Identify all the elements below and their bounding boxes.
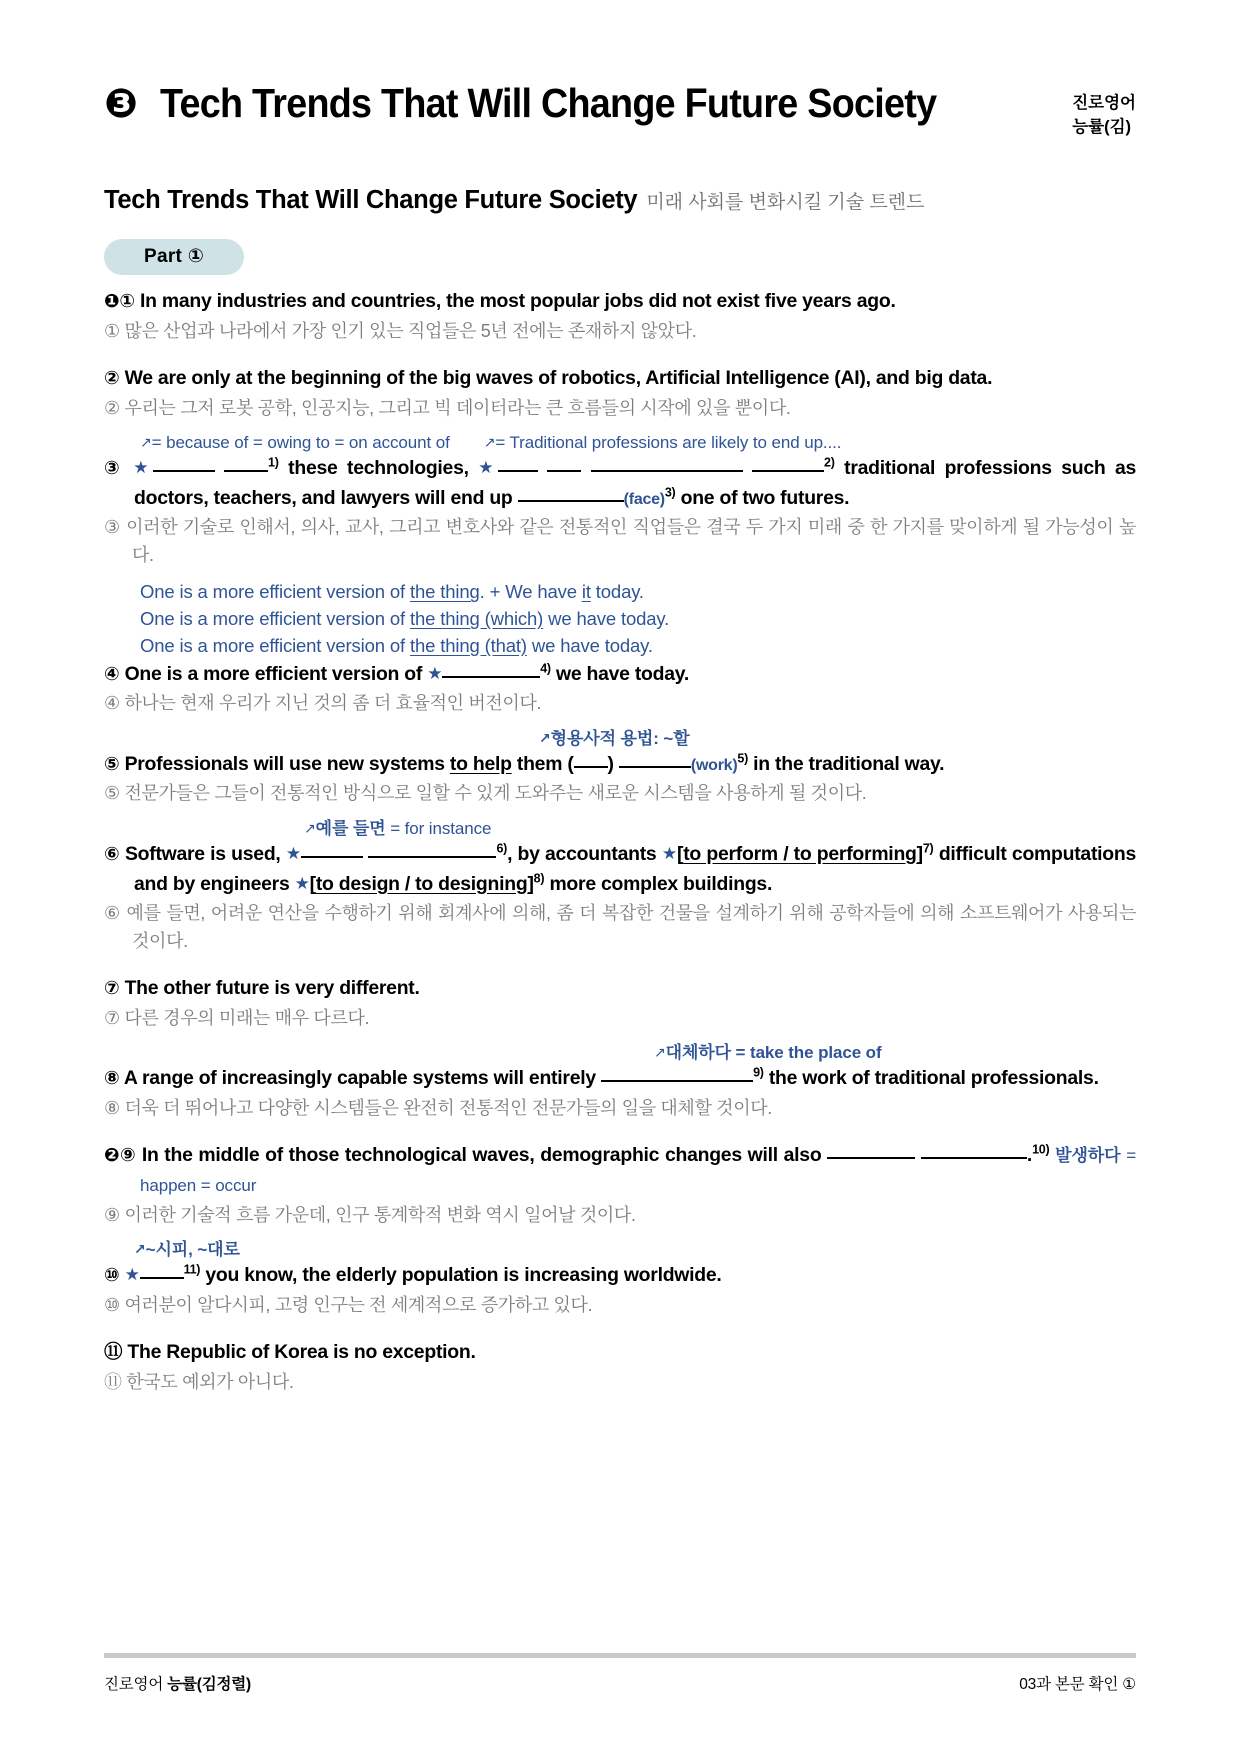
sentence-6: ⑥ Software is used, ★ $^{6)}$, by accountants ★[to perform / to performing]$^{7)}$ difficult computations and by engineers ★[to design / to designing]$^{8)}$ more complex buildings. [104,841,1137,895]
sentence-5-part-c: ) [607,752,614,775]
sentence-5-underlined: to help [449,752,512,775]
footer-publisher: 능률(김정렬) [167,1676,251,1693]
sentence-6-annotation-english: = for instance [390,818,492,838]
sentence-10-annotation-text: ~시피, ~대로 [145,1239,240,1259]
star-icon: ★ [661,843,677,863]
footer-row [104,1672,1136,1694]
sentence-1-text: In many industries and countries, the most popular jobs did not exist five years ago. [139,289,896,312]
sentence-5-annotation [104,728,1136,750]
sentence-1 [104,287,1136,317]
arrow-icon: ↗ [304,820,316,837]
blank-field[interactable] [153,470,215,472]
blank-field[interactable] [368,856,496,858]
footnote-ref: 11) [183,1262,201,1277]
page-title: Tech Trends That Will Change Future Society [159,80,937,126]
example-3-underline-1: the thing (that) [409,634,527,656]
sentence-4-marker: ④ [104,662,120,684]
sentence-2 [104,364,1136,394]
sentence-10-marker: ⑩ [104,1263,120,1285]
example-1-underline-2: it [581,581,591,603]
sentence-6-part-a: Software is used, [124,842,281,865]
blank-field[interactable] [224,470,268,472]
sentence-8-marker: ⑧ [104,1067,120,1089]
sentence-3-part-d: one of two futures. [680,486,850,509]
blank-field[interactable] [752,470,824,472]
arrow-icon: ↗ [134,1241,146,1258]
choice-option-perform[interactable]: to perform / to performing [683,842,917,865]
sentence-9-part-a: In the middle of those technological waves, demographic changes will also [141,1144,822,1167]
grammar-example-1 [104,579,1136,606]
sentence-1-translation: ① 많은 산업과 나라에서 가장 인기 있는 직업들은 5년 전에는 존재하지 않았다. [104,320,697,341]
sentence-8 [104,1064,1136,1094]
star-icon: ★ [124,1264,140,1284]
sentence-11 [104,1338,1136,1368]
footer-left [104,1672,251,1694]
sentence-3-part-a: these technologies, [288,457,469,480]
lesson-number-badge: ❸ [104,82,138,126]
footer-course: 진로영어 [104,1676,164,1693]
sentence-9-marker: ❷⑨ [104,1144,137,1166]
sentence-5-part-a: Professionals will use new systems [124,752,450,775]
annotation-because-of-text: = because of = owing to = on account of [151,432,450,452]
sentence-6-annotation [104,818,1136,840]
footnote-ref: 4) [540,661,551,676]
annotation-end-up-text: = Traditional professions are likely to end up.... [495,432,842,452]
sentence-10 [104,1261,1136,1291]
sentence-3-part-b: traditional professions [844,457,1052,480]
sentence-8-annotation [104,1042,1136,1064]
sentence-10-annotation [104,1239,1136,1261]
sentence-9-annotation-english: = happen = occur [140,1146,1137,1195]
arrow-icon: ↗ [654,1044,666,1061]
header-course-info [1072,82,1136,140]
hint-work: (work) [690,756,738,774]
star-icon: ★ [427,663,443,683]
sentence-3-marker: ③ [104,457,124,479]
example-1-pre: One is a more efficient version of [140,581,410,603]
example-3-post: we have today. [526,634,653,656]
arrow-icon: ↗ [140,434,152,451]
subtitle-korean: 미래 사회를 변화시킬 기술 트렌드 [646,191,925,213]
footnote-ref: 6) [496,841,508,856]
sentence-10-translation: ⑩ 여러분이 알다시피, 고령 인구는 전 세계적으로 증가하고 있다. [104,1294,593,1315]
example-2-pre: One is a more efficient version of [140,607,410,629]
sentence-9-translation: ⑨ 이러한 기술적 흐름 가운데, 인구 통계학적 변화 역시 일어날 것이다. [104,1204,636,1225]
example-2-underline-1: the thing (which) [409,607,544,629]
arrow-icon: ↗ [539,730,551,747]
sentence-4-part-b: we have today. [556,662,690,685]
footnote-ref: 9) [753,1065,764,1080]
publisher-label: 능률(김) [1072,117,1132,136]
footnote-ref: 8) [533,871,545,886]
sentence-2-text: We are only at the beginning of the big waves of robotics, Artificial Intelligence (AI), and big data. [124,366,993,389]
subtitle [104,186,1136,215]
sentence-9: ❷⑨ In the middle of those technological waves, demographic changes will also .$^{10)}$ 발생하다 = happen = occur [104,1142,1137,1195]
example-2-post: we have today. [543,607,670,629]
sentence-5-part-d: in the traditional way. [753,752,945,775]
sentence-11-translation: ⑪ 한국도 예외가 아니다. [104,1371,294,1392]
sentence-3-translation: ③ 이러한 기술로 인해서, 의사, 교사, 그리고 변호사와 같은 전통적인 직업들은 결국 두 가지 미래 중 한 가지를 맞이하게 될 가능성이 높다. [104,517,1136,565]
blank-field[interactable] [619,766,691,768]
sentence-2-marker: ② [104,366,120,388]
sentence-8-annotation-text: 대체하다 = take the place of [665,1042,882,1062]
sentence-4 [104,660,1136,690]
sentence-8-part-b: the work of traditional professionals. [768,1067,1099,1090]
sentence-6-part-c: difficult computations and by engineers [134,842,1137,895]
course-label: 진로영어 [1072,94,1136,112]
footer-right: 03과 본문 확인 ① [1019,1676,1136,1693]
document-header [104,0,1136,140]
footnote-ref: 2) [824,455,835,470]
blank-field[interactable] [601,1080,753,1082]
sentence-7-text: The other future is very different. [124,976,420,999]
hint-face: (face) [623,490,665,508]
footnote-ref: 7) [922,841,934,856]
blank-field[interactable] [827,1157,915,1159]
blank-field[interactable] [498,470,538,472]
part-badge: Part ① [104,239,244,275]
blank-field[interactable] [442,676,540,678]
sentence-10-part-a: you know, the elderly population is increasing worldwide. [205,1263,722,1286]
sentence-7-marker: ⑦ [104,976,120,998]
sentence-7 [104,974,1136,1004]
sentence-3-annotations [104,432,1136,454]
sentence-4-part-a: One is a more efficient version of [124,662,423,685]
footer-divider [104,1653,1136,1658]
blank-field[interactable] [518,500,624,502]
blank-field[interactable] [547,470,581,472]
example-3-pre: One is a more efficient version of [140,634,410,656]
star-icon: ★ [133,458,153,478]
sentence-8-part-a: A range of increasingly capable systems will entirely [123,1067,596,1090]
subtitle-english: Tech Trends That Will Change Future Society [104,185,638,214]
example-1-underline-1: the thing [409,581,480,603]
page-footer [104,1653,1136,1694]
grammar-example-3 [104,633,1136,660]
sentence-9-annotation-korean: 발생하다 [1055,1146,1121,1166]
sentence-8-translation: ⑧ 더욱 더 뛰어나고 다양한 시스템들은 완전히 전통적인 전문가들의 일을 대체할 것이다. [104,1097,772,1118]
example-1-post: today. [590,581,644,603]
footnote-ref: 5) [737,751,749,766]
passage-body [104,287,1136,1396]
sentence-11-text: The Republic of Korea is no exception. [127,1341,476,1363]
grammar-example-2 [104,606,1136,633]
sentence-7-translation: ⑦ 다른 경우의 미래는 매우 다르다. [104,1007,370,1028]
sentence-4-translation: ④ 하나는 현재 우리가 지닌 것의 좀 더 효율적인 버전이다. [104,693,542,714]
sentence-3-part-c: such as doctors, teachers, and lawyers will end up [134,457,1137,509]
blank-field[interactable] [301,856,363,858]
annotation-end-up [484,432,842,454]
sentence-1-marker: ❶① [104,289,135,311]
arrow-icon: ↗ [483,434,496,451]
header-title-group [104,82,1004,125]
footnote-ref: 10) [1032,1142,1050,1157]
sentence-6-marker: ⑥ [104,842,120,864]
star-icon: ★ [285,843,302,863]
blank-field[interactable] [574,766,608,768]
blank-field[interactable] [140,1277,184,1279]
sentence-5 [104,750,1136,780]
footnote-ref: 3) [664,485,676,500]
sentence-5-annotation-text: 형용사적 용법: ~할 [550,728,690,748]
sentence-11-marker: ⑪ [104,1341,123,1362]
sentence-5-marker: ⑤ [104,752,120,774]
annotation-because-of [140,432,450,454]
sentence-3 [104,454,1136,513]
blank-field[interactable] [591,470,743,472]
sentence-6-annotation-korean: 예를 들면 [315,818,386,838]
blank-field[interactable] [921,1157,1027,1159]
example-1-mid: . + We have [479,581,582,603]
star-icon: ★ [478,458,498,478]
sentence-6-part-d: more complex buildings. [549,872,773,895]
star-icon: ★ [294,873,310,893]
footnote-ref: 1) [268,455,279,470]
sentence-5-part-b: them ( [511,752,574,775]
sentence-2-translation: ② 우리는 그저 로봇 공학, 인공지능, 그리고 빅 데이터라는 큰 흐름들의 시작에 있을 뿐이다. [104,397,791,418]
sentence-6-translation: ⑥ 예를 들면, 어려운 연산을 수행하기 위해 회계사에 의해, 좀 더 복잡한 건물을 설계하기 위해 공학자들에 의해 소프트웨어가 사용되는 것이다. [104,903,1136,951]
sentence-5-translation: ⑤ 전문가들은 그들이 전통적인 방식으로 일할 수 있게 도와주는 새로운 시스템을 사용하게 될 것이다. [104,783,867,804]
choice-option-design[interactable]: to design / to designing [315,872,528,895]
sentence-6-part-b: , by accountants [507,842,657,865]
